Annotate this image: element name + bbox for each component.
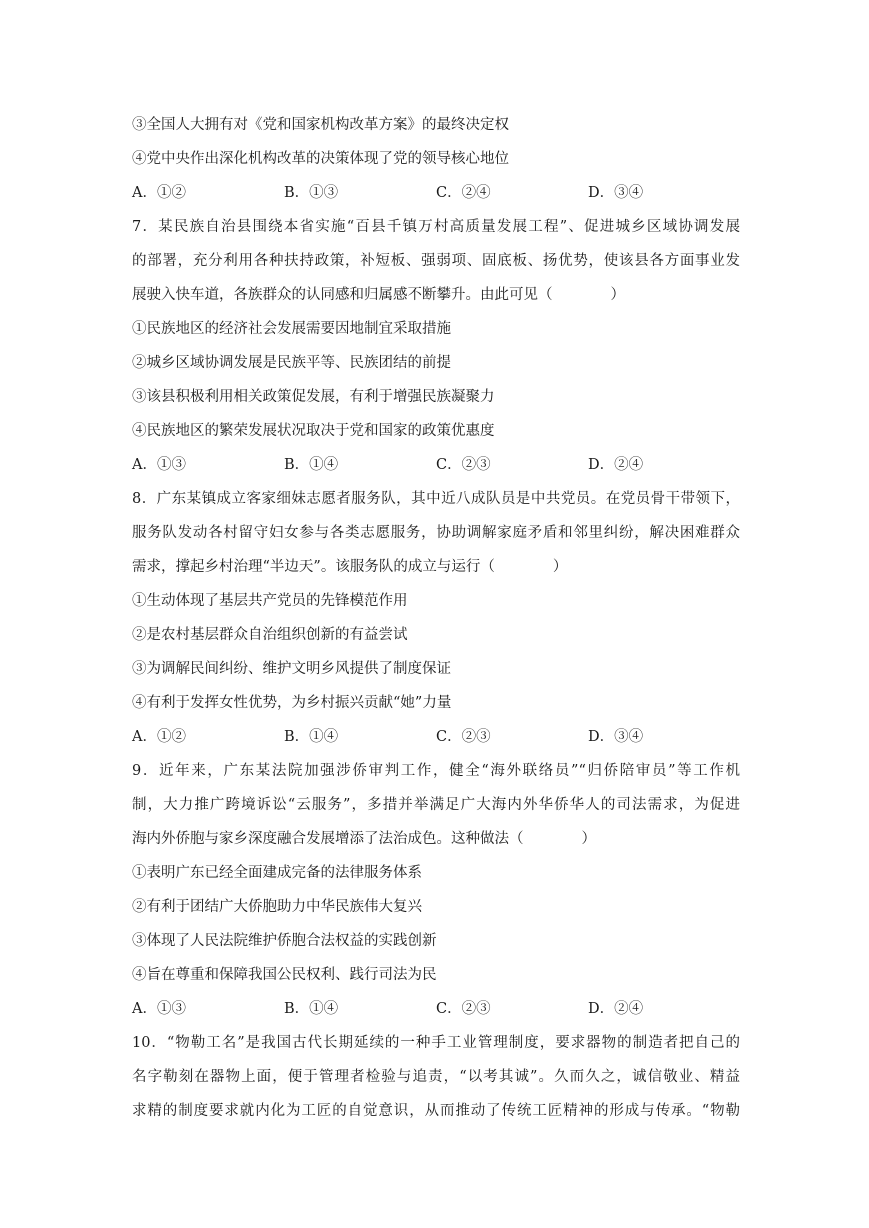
question-stem-line: 7．某民族自治县围绕本省实施“百县千镇万村高质量发展工程”、促进城乡区域协调发展 bbox=[132, 219, 740, 235]
question-stem-line: 10．“物勒工名”是我国古代长期延续的一种手工业管理制度，要求器物的制造者把自己的 bbox=[132, 1035, 740, 1051]
option-c[interactable]: C．②③ bbox=[436, 729, 491, 745]
option-d[interactable]: D．③④ bbox=[588, 185, 644, 201]
choice-statement: ④有利于发挥女性优势，为乡村振兴贡献“她”力量 bbox=[132, 695, 452, 711]
option-a[interactable]: A．①② bbox=[132, 729, 186, 745]
option-a[interactable]: A．①③ bbox=[132, 457, 186, 473]
option-d[interactable]: D．②④ bbox=[588, 457, 644, 473]
question-9 bbox=[132, 754, 740, 1026]
option-a[interactable]: A．①③ bbox=[132, 1001, 186, 1017]
option-c[interactable]: C．②③ bbox=[436, 457, 491, 473]
answer-options bbox=[132, 448, 740, 482]
question-stem-line: 名字勒刻在器物上面，便于管理者检验与追责，“以考其诚”。久而久之，诚信敬业、精益 bbox=[132, 1069, 740, 1085]
option-d[interactable]: D．②④ bbox=[588, 1001, 644, 1017]
exam-page bbox=[132, 108, 740, 1128]
option-b[interactable]: B．①④ bbox=[284, 729, 339, 745]
answer-options bbox=[132, 176, 740, 210]
choice-statement: ③该县积极利用相关政策促发展，有利于增强民族凝聚力 bbox=[132, 389, 495, 405]
choice-statement: ③为调解民间纠纷、维护文明乡风提供了制度保证 bbox=[132, 661, 451, 677]
question-stem-line: 8．广东某镇成立客家细妹志愿者服务队，其中近八成队员是中共党员。在党员骨干带领下， bbox=[132, 491, 740, 507]
question-7 bbox=[132, 210, 740, 482]
question-stem-line: 展驶入快车道，各族群众的认同感和归属感不断攀升。由此可见（ ） bbox=[132, 287, 625, 303]
option-c[interactable]: C．②④ bbox=[436, 185, 491, 201]
answer-options bbox=[132, 992, 740, 1026]
choice-statement: ③体现了人民法院维护侨胞合法权益的实践创新 bbox=[132, 933, 437, 949]
question-8 bbox=[132, 482, 740, 754]
question-stem-line: 求精的制度要求就内化为工匠的自觉意识，从而推动了传统工匠精神的形成与传承。“物勒 bbox=[132, 1103, 740, 1119]
option-b[interactable]: B．①③ bbox=[284, 185, 339, 201]
question-stem-line: 9．近年来，广东某法院加强涉侨审判工作，健全“海外联络员”“归侨陪审员”等工作机 bbox=[132, 763, 740, 779]
choice-statement: ④党中央作出深化机构改革的决策体现了党的领导核心地位 bbox=[132, 151, 509, 167]
choice-statement: ②有利于团结广大侨胞助力中华民族伟大复兴 bbox=[132, 899, 422, 915]
question-stem-line: 服务队发动各村留守妇女参与各类志愿服务，协助调解家庭矛盾和邻里纠纷，解决困难群众 bbox=[132, 525, 740, 541]
choice-statement: ②城乡区域协调发展是民族平等、民族团结的前提 bbox=[132, 355, 451, 371]
question-stem-line: 需求，撑起乡村治理“半边天”。该服务队的成立与运行（ ） bbox=[132, 559, 568, 575]
option-b[interactable]: B．①④ bbox=[284, 457, 339, 473]
choice-statement: ①生动体现了基层共产党员的先锋模范作用 bbox=[132, 593, 408, 609]
choice-statement: ①民族地区的经济社会发展需要因地制宜采取措施 bbox=[132, 321, 451, 337]
option-d[interactable]: D．③④ bbox=[588, 729, 644, 745]
question-10 bbox=[132, 1026, 740, 1128]
choice-statement: ④民族地区的繁荣发展状况取决于党和国家的政策优惠度 bbox=[132, 423, 495, 439]
question-stem-line: 制，大力推广跨境诉讼“云服务”，多措并举满足广大海内外华侨华人的司法需求，为促进 bbox=[132, 797, 740, 813]
option-a[interactable]: A．①② bbox=[132, 185, 186, 201]
question-6-continued bbox=[132, 108, 740, 210]
question-stem-line: 的部署，充分利用各种扶持政策，补短板、强弱项、固底板、扬优势，使该县各方面事业发 bbox=[132, 253, 740, 269]
choice-statement: ②是农村基层群众自治组织创新的有益尝试 bbox=[132, 627, 408, 643]
option-b[interactable]: B．①④ bbox=[284, 1001, 339, 1017]
choice-statement: ①表明广东已经全面建成完备的法律服务体系 bbox=[132, 865, 422, 881]
question-stem-line: 海内外侨胞与家乡深度融合发展增添了法治成色。这种做法（ ） bbox=[132, 831, 596, 847]
option-c[interactable]: C．②③ bbox=[436, 1001, 491, 1017]
answer-options bbox=[132, 720, 740, 754]
choice-statement: ④旨在尊重和保障我国公民权利、践行司法为民 bbox=[132, 967, 437, 983]
choice-statement: ③全国人大拥有对《党和国家机构改革方案》的最终决定权 bbox=[132, 117, 509, 133]
